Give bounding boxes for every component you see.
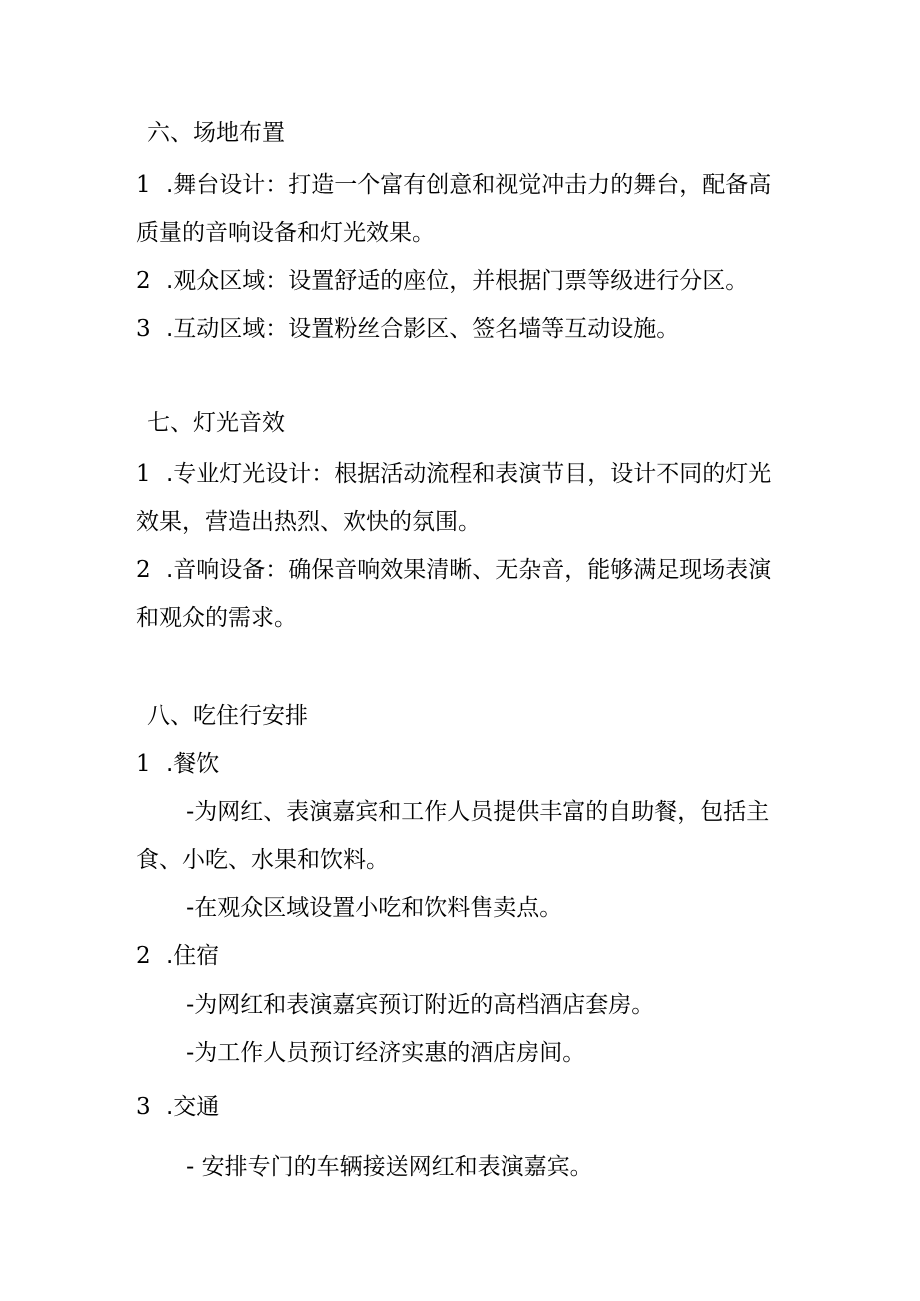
item-number: 1 (136, 751, 151, 777)
sub-item-continuation: 食、小吃、水果和饮料。 (136, 847, 389, 873)
item-number: 3 (136, 316, 151, 342)
item-text: .互动区域：设置粉丝合影区、签名墙等互动设施。 (166, 316, 680, 342)
item-text-continuation: 和观众的需求。 (136, 605, 297, 631)
sub-item: -在观众区域设置小吃和饮料售卖点。 (186, 895, 563, 921)
item-text: .舞台设计：打造一个富有创意和视觉冲击力的舞台，配备高 (166, 172, 772, 198)
section-heading-venue: 六、场地布置 (147, 120, 285, 146)
sub-item: -为网红、表演嘉宾和工作人员提供丰富的自助餐，包括主 (186, 799, 770, 825)
list-item (136, 555, 786, 585)
item-text-continuation: 质量的音响设备和灯光效果。 (136, 220, 435, 246)
sub-item: -为网红和表演嘉宾预订附近的高档酒店套房。 (186, 992, 655, 1018)
item-number: 1 (136, 172, 151, 198)
item-text: .音响设备：确保音响效果清晰、无杂音，能够满足现场表演 (166, 557, 772, 583)
sub-item: - 安排专门的车辆接送网红和表演嘉宾。 (186, 1154, 593, 1180)
item-number: 1 (136, 461, 151, 487)
list-item (136, 749, 786, 779)
item-text-continuation: 效果，营造出热烈、欢快的氛围。 (136, 509, 481, 535)
item-text: .专业灯光设计：根据活动流程和表演节目，设计不同的灯光 (166, 461, 772, 487)
item-text: .观众区域：设置舒适的座位，并根据门票等级进行分区。 (166, 268, 749, 294)
item-number: 2 (136, 557, 151, 583)
list-item (136, 266, 786, 296)
item-number: 2 (136, 268, 151, 294)
section-heading-logistics: 八、吃住行安排 (147, 703, 308, 729)
item-text: .交通 (166, 1094, 220, 1120)
list-item (136, 941, 786, 971)
list-item (136, 314, 786, 344)
item-number: 3 (136, 1094, 151, 1120)
section-heading-lighting: 七、灯光音效 (147, 410, 285, 436)
item-text: .餐饮 (166, 751, 220, 777)
item-text: .住宿 (166, 943, 220, 969)
list-item (136, 170, 786, 200)
item-number: 2 (136, 943, 151, 969)
sub-item: -为工作人员预订经济实惠的酒店房间。 (186, 1040, 586, 1066)
list-item (136, 1092, 786, 1122)
list-item (136, 459, 786, 489)
